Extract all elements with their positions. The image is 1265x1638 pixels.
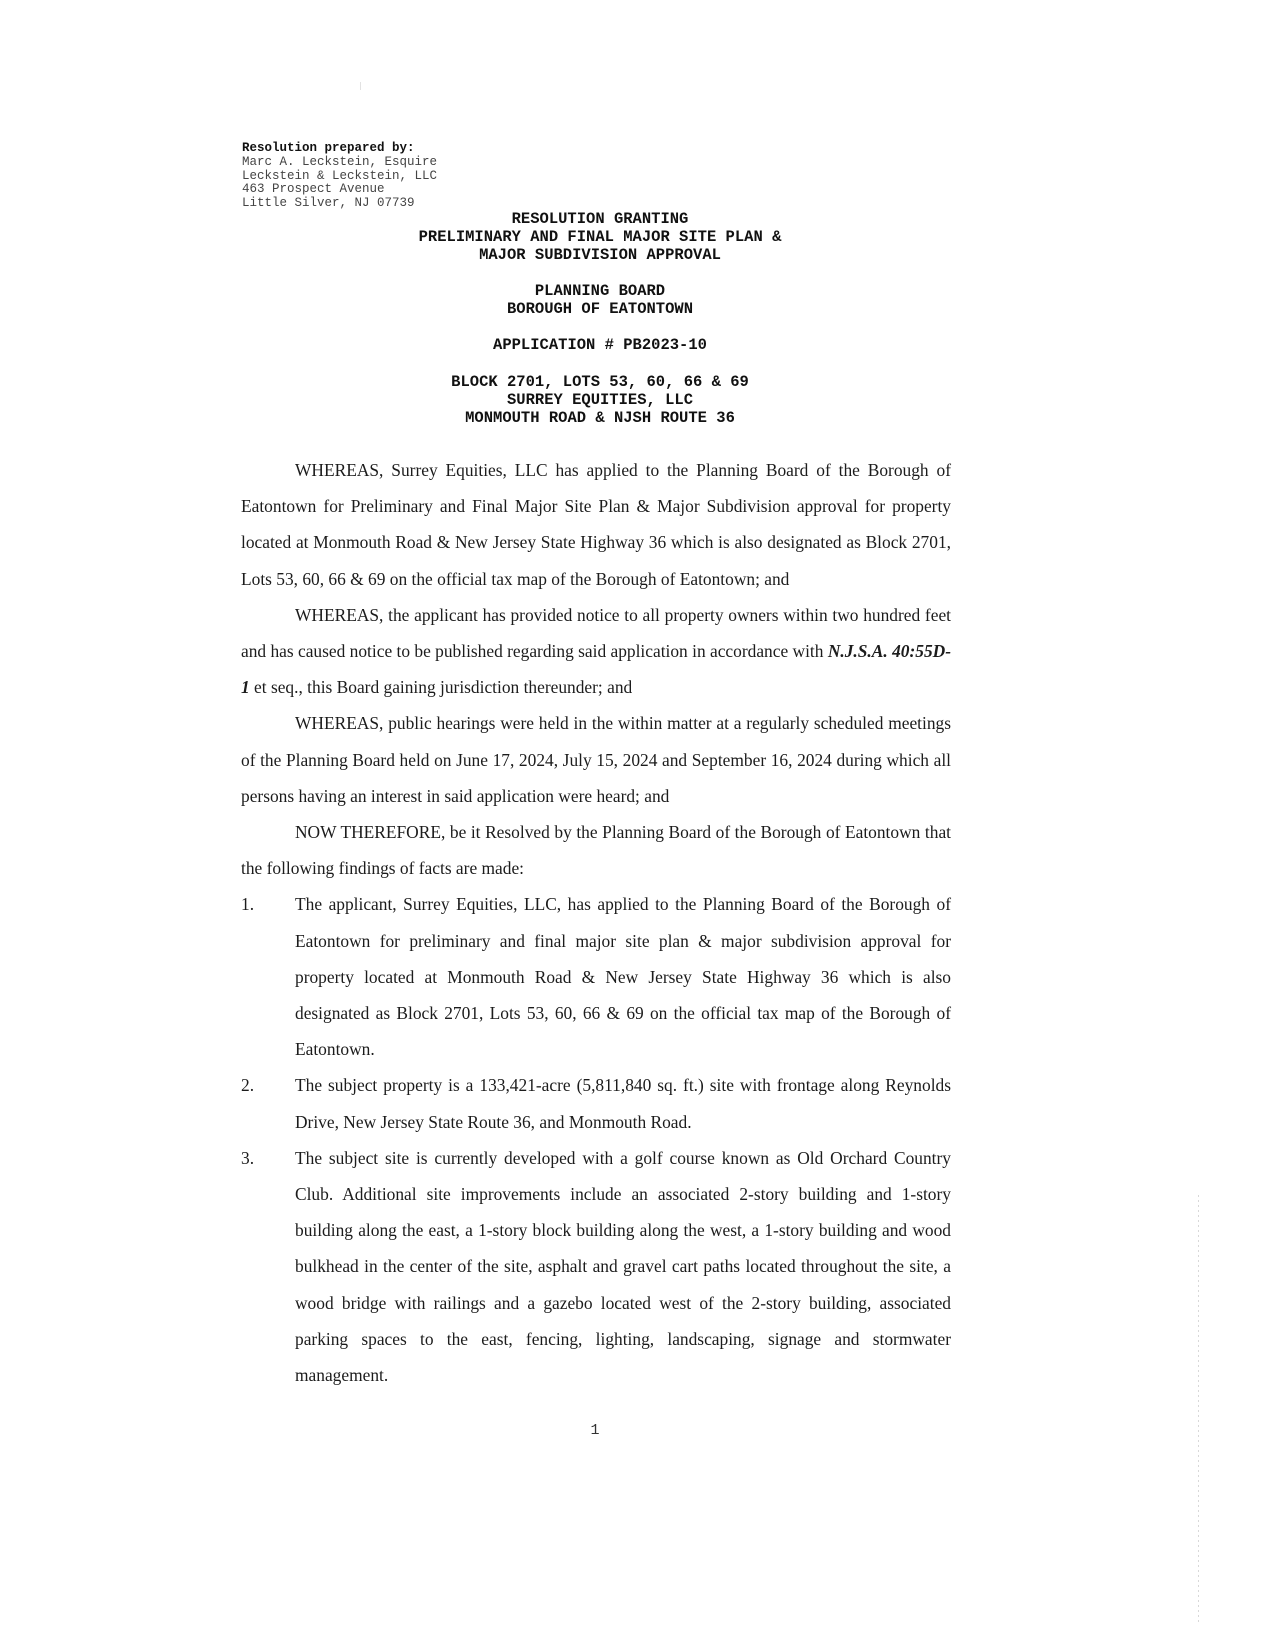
whereas-paragraph-2: WHEREAS, the applicant has provided notice to all property owners within two hundred feet and has caused notice to be published regarding said application in accordance with N.J.S.A. 40:55D-1 et seq., this Board gaining jurisdiction thereunder; and: [241, 604, 952, 698]
preparer-city: Little Silver, NJ 07739: [242, 196, 415, 211]
borough-name: BOROUGH OF EATONTOWN: [506, 300, 694, 318]
block-lots: BLOCK 2701, LOTS 53, 60, 66 & 69: [451, 373, 749, 391]
application-number: APPLICATION # PB2023-10: [493, 336, 707, 354]
preparer-street: 463 Prospect Avenue: [242, 182, 385, 197]
prepared-by-block: [242, 142, 437, 211]
title-line-3: MAJOR SUBDIVISION APPROVAL: [479, 246, 721, 264]
statute-citation: N.J.S.A. 40:55D-1: [241, 641, 952, 698]
prepared-by-label: Resolution prepared by:: [242, 141, 415, 155]
finding-text: The subject site is currently developed with a golf course known as Old Orchard Country Club. Additional site improvements include an associated 2-story building and 1-story building along the east, a 1-story block building along the west, a 1-story building and wood bulkhead in the center of the site, asphalt and gravel cart paths located throughout the site, a wood bridge with railings and a gazebo located west of the 2-story building, associated parking spaces to the east, fencing, lighting, landscaping, signage and stormwater management.: [295, 1147, 951, 1386]
preparer-name: Marc A. Leckstein, Esquire: [242, 154, 438, 169]
title-line-2: PRELIMINARY AND FINAL MAJOR SITE PLAN &: [418, 228, 782, 246]
finding-number: 3.: [241, 1147, 255, 1168]
finding-item: [241, 1067, 951, 1139]
resolution-title: [300, 210, 900, 264]
property-heading: [300, 373, 900, 427]
finding-text: The subject property is a 133,421-acre (5,811,840 sq. ft.) site with frontage along Reynolds Drive, New Jersey State Route 36, and Monmouth Road.: [295, 1075, 951, 1132]
whereas-paragraph-1: WHEREAS, Surrey Equities, LLC has applied to the Planning Board of the Borough of Eatontown for Preliminary and Final Major Site Plan & Major Subdivision approval for property located at Monmouth Road & New Jersey State Highway 36 which is also designated as Block 2701, Lots 53, 60, 66 & 69 on the official tax map of the Borough of Eatontown; and: [241, 460, 951, 589]
finding-number: 2.: [241, 1075, 255, 1096]
preparer-firm: Leckstein & Leckstein, LLC: [242, 168, 438, 183]
title-line-1: RESOLUTION GRANTING: [511, 210, 689, 228]
finding-text: The applicant, Surrey Equities, LLC, has applied to the Planning Board of the Borough of Eatontown for preliminary and final major site plan & major subdivision approval for property located at Monmouth Road & New Jersey State Highway 36 which is also designated as Block 2701, Lots 53, 60, 66 & 69 on the official tax map of the Borough of Eatontown.: [295, 894, 951, 1060]
property-location: MONMOUTH ROAD & NJSH ROUTE 36: [465, 409, 735, 427]
finding-item: [241, 886, 951, 1067]
whereas-paragraph-3: WHEREAS, public hearings were held in the within matter at a regularly scheduled meetings of the Planning Board held on June 17, 2024, July 15, 2024 and September 16, 2024 during which all persons having an interest in said application were heard; and: [241, 713, 951, 806]
page-number: 1: [590, 1422, 600, 1439]
scan-artifact: [360, 82, 361, 90]
resolution-body: [241, 452, 951, 1393]
board-name: PLANNING BOARD: [534, 282, 666, 300]
finding-item: [241, 1140, 951, 1393]
applicant-name: SURREY EQUITIES, LLC: [506, 391, 694, 409]
scan-edge-artifact: [1198, 1195, 1199, 1625]
board-heading: [300, 282, 900, 318]
now-therefore-paragraph: NOW THEREFORE, be it Resolved by the Planning Board of the Borough of Eatontown that the following findings of facts are made:: [241, 822, 951, 879]
finding-number: 1.: [241, 894, 255, 915]
